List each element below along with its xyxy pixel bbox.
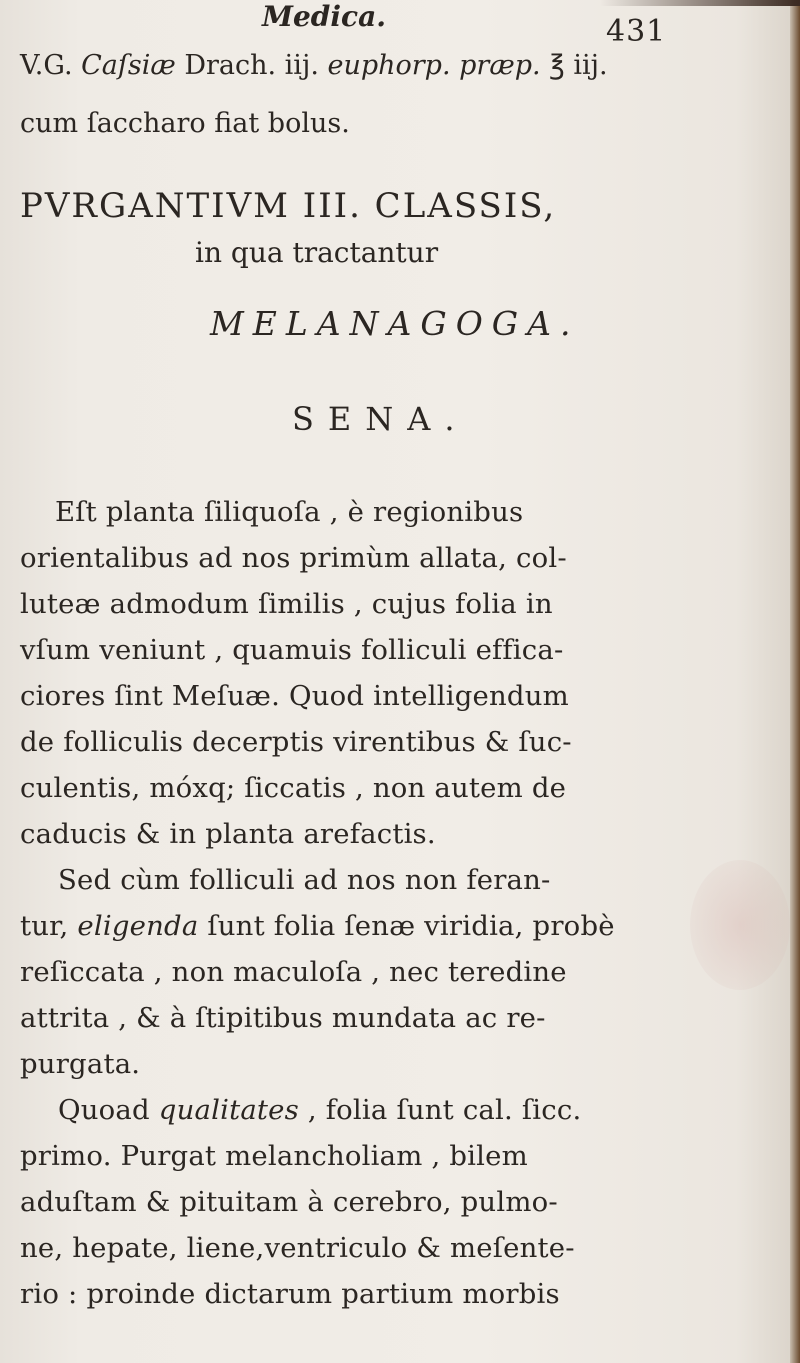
body-line <box>58 1094 581 1126</box>
body-line: de folliculis decerptis virentibus & ſuc- <box>20 726 572 758</box>
body-line: orientalibus ad nos primùm allata, col- <box>20 542 567 574</box>
body-text-italic: qualitates <box>158 1094 299 1126</box>
body-line: Eſt planta ſiliquoſa , è regionibus <box>55 496 524 528</box>
body-line: purgata. <box>20 1048 141 1080</box>
section-heading: MELANAGOGA. <box>210 304 580 343</box>
recipe-line-2: cum ſaccharo fiat bolus. <box>20 108 350 139</box>
body-text: Quoad <box>58 1094 159 1126</box>
page-edge <box>790 0 800 1363</box>
body-text: , folia ſunt cal. ſicc. <box>298 1094 582 1126</box>
recipe-text: Drach. iij. <box>175 50 328 81</box>
body-line: culentis, móxq; ſiccatis , non autem de <box>20 772 567 804</box>
body-line: ciores ſint Meſuæ. Quod intelligendum <box>20 680 569 712</box>
body-line: ne, hepate, liene,ventriculo & meſente- <box>20 1232 575 1264</box>
body-text: ſunt folia ſenæ viridia, probè <box>198 910 615 942</box>
page-number: 431 <box>606 14 667 49</box>
body-line: attrita , & à ſtipitibus mundata ac re- <box>20 1002 546 1034</box>
recipe-text: V.G. <box>20 50 82 81</box>
body-line: primo. Purgat melancholiam , bilem <box>20 1140 528 1172</box>
body-line <box>20 910 615 942</box>
body-line: luteæ admodum ſimilis , cujus folia in <box>20 588 553 620</box>
body-line: aduſtam & pituitam à cerebro, pulmo- <box>20 1186 558 1218</box>
body-line: rio : proinde dictarum partium morbis <box>20 1278 560 1310</box>
section-subheading: SENA. <box>292 400 469 438</box>
running-head: Medica. <box>262 0 386 33</box>
body-line: Sed cùm folliculi ad nos non feran- <box>58 864 551 896</box>
body-text: tur, <box>20 910 78 942</box>
page-corner-shadow <box>600 0 800 6</box>
body-text-italic: eligenda <box>77 910 199 942</box>
recipe-text: ℥ iij. <box>540 50 608 81</box>
recipe-text-italic: euphorp. præp. <box>327 50 541 81</box>
body-line: reſiccata , non maculoſa , nec teredine <box>20 956 567 988</box>
paper-stain <box>690 860 790 990</box>
body-line: vſum veniunt , quamuis folliculi effica- <box>20 634 564 666</box>
recipe-line-1 <box>20 50 608 81</box>
recipe-text-italic: Caſsiæ <box>81 50 176 81</box>
body-line: caducis & in planta arefactis. <box>20 818 436 850</box>
section-title: PVRGANTIVM III. CLASSIS, <box>20 186 557 226</box>
section-subtitle: in qua tractantur <box>195 236 439 269</box>
